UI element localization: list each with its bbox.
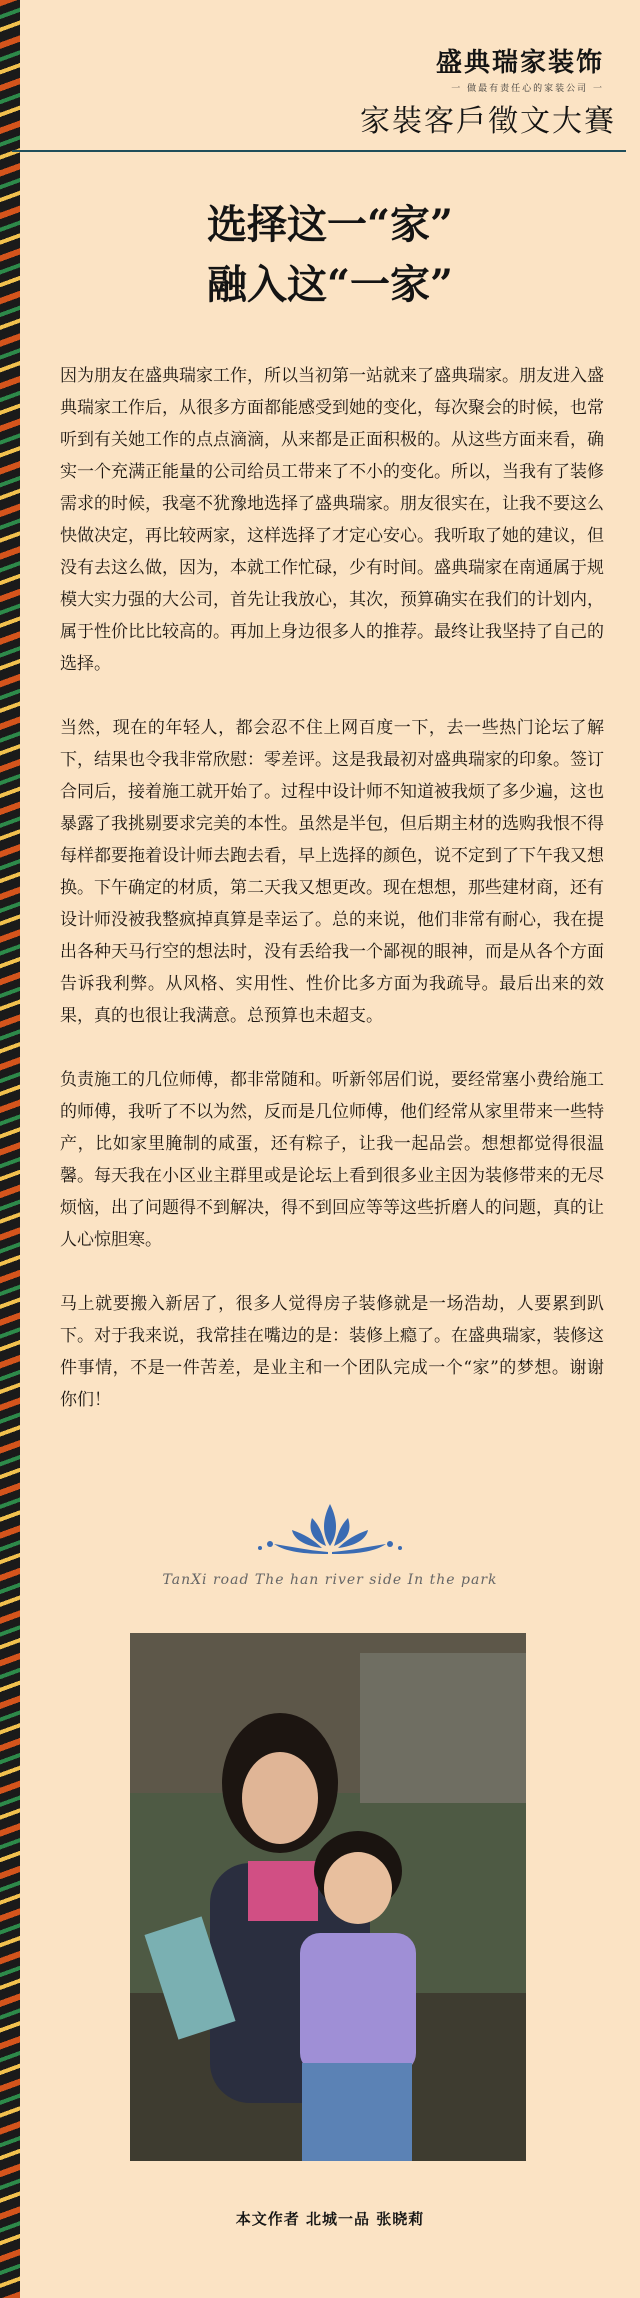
logo-text: 盛典瑞家装饰 (435, 48, 604, 78)
ornament-caption: TanXi road The han river side In the park (162, 1572, 498, 1588)
header-divider (12, 150, 626, 152)
headline-line-2: 融入这“一家” (206, 261, 453, 308)
brand-logo (436, 42, 604, 94)
headline-line-1: 选择这一“家” (206, 201, 453, 248)
decorative-border (0, 0, 20, 2298)
family-photo-icon (130, 1633, 526, 2161)
article-body (60, 360, 604, 1448)
article-paragraph: 当然，现在的年轻人，都会忍不住上网百度一下，去一些热门论坛了解下，结果也令我非常欣慰：零差评。这是我最初对盛典瑞家的印象。签订合同后，接着施工就开始了。过程中设计师不知道被我烦了多少遍，这也暴露了我挑剔要求完美的本性。虽然是半包，但后期主材的选购我恨不得每样都要拖着设计师去跑去看，早上选择的颜色，说不定到了下午我又想换。下午确定的材质，第二天我又想更改。现在想想，那些建材商，还有设计师没被我整疯掉真算是幸运了。总的来说，他们非常有耐心，我在提出各种天马行空的想法时，没有丢给我一个鄙视的眼神，而是从各个方面告诉我利弊。从风格、实用性、性价比多方面为我疏导。最后出来的效果，真的也很让我满意。总预算也未超支。 (60, 718, 604, 1026)
article-paragraph: 因为朋友在盛典瑞家工作，所以当初第一站就来了盛典瑞家。朋友进入盛典瑞家工作后，从很多方面都能感受到她的变化，每次聚会的时候，也常听到有关她工作的点点滴滴，从来都是正面积极的。从这些方面来看，确实一个充满正能量的公司给员工带来了不小的变化。所以，当我有了装修需求的时候，我毫不犹豫地选择了盛典瑞家。朋友很实在，让我不要这么快做决定，再比较两家，这样选择了才定心安心。我听取了她的建议，但没有去这么做，因为，本就工作忙碌，少有时间。盛典瑞家在南通属于规模大实力强的大公司，首先让我放心，其次，预算确实在我们的计划内，属于性价比比较高的。再加上身边很多人的推荐。最终让我坚持了自己的选择。 (60, 366, 604, 674)
header-title: 家裝客戶徵文大賽 (360, 104, 616, 139)
author-caption: 本文作者 北城一品 张晓莉 (235, 2210, 425, 2228)
family-photo (130, 1633, 526, 2161)
header (20, 0, 640, 150)
lotus-ornament-icon (230, 1500, 430, 1564)
article-paragraph: 负责施工的几位师傅，都非常随和。听新邻居们说，要经常塞小费给施工的师傅，我听了不以为然，反而是几位师傅，他们经常从家里带来一些特产，比如家里腌制的咸蛋，还有粽子，让我一起品尝。想想都觉得很温馨。每天我在小区业主群里或是论坛上看到很多业主因为装修带来的无尽烦恼，出了问题得不到解决，得不到回应等等这些折磨人的问题，真的让人心惊胆寒。 (60, 1070, 604, 1250)
article-paragraph: 马上就要搬入新居了，很多人觉得房子装修就是一场浩劫，人要累到趴下。对于我来说，我常挂在嘴边的是：装修上瘾了。在盛典瑞家，装修这件事情，不是一件苦差，是业主和一个团队完成一个“家”的梦想。谢谢你们！ (60, 1294, 604, 1410)
headline (20, 195, 640, 315)
lotus-ornament (20, 1500, 640, 1568)
logo-slogan: 一 做最有责任心的家装公司 一 (451, 84, 604, 94)
